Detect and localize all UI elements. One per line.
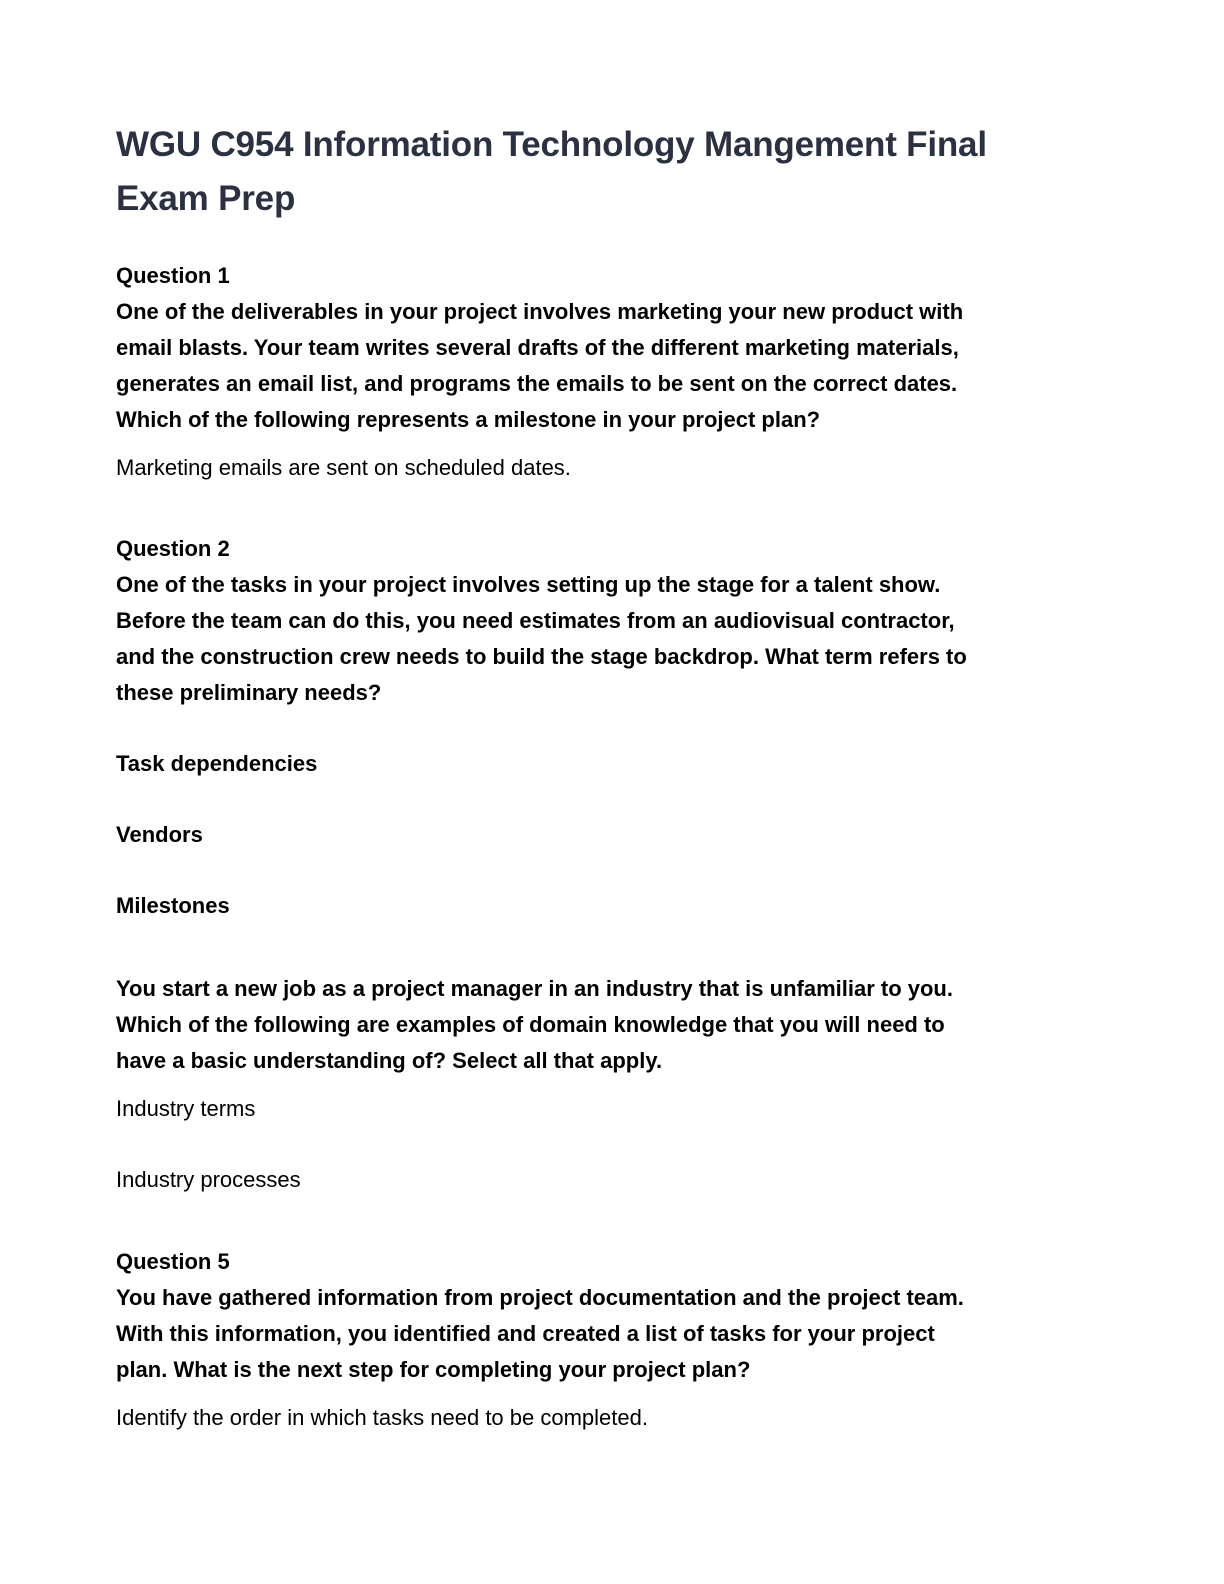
answer-text: Identify the order in which tasks need to be completed. [116, 1405, 648, 1430]
answer-text: Marketing emails are sent on scheduled dates. [116, 455, 571, 480]
question-text-line: One of the tasks in your project involves setting up the stage for a talent show. [116, 572, 941, 597]
question-text-line: have a basic understanding of? Select all that apply. [116, 1048, 663, 1073]
question-text-line: Before the team can do this, you need estimates from an audiovisual contractor, [116, 608, 955, 633]
question-5-block [116, 1244, 1056, 1436]
question-2-block [116, 531, 1056, 924]
question-text-line: email blasts. Your team writes several drafts of the different marketing materials, [116, 335, 959, 360]
question-label: Question 1 [116, 263, 230, 288]
answer-text: Industry processes [116, 1167, 301, 1192]
answer-option: Task dependencies [116, 751, 318, 776]
question-text-line: Which of the following are examples of domain knowledge that you will need to [116, 1012, 945, 1037]
question-text-line: plan. What is the next step for completing your project plan? [116, 1357, 751, 1382]
question-text-line: these preliminary needs? [116, 680, 382, 705]
question-3-block [116, 971, 1056, 1198]
answer-text: Industry terms [116, 1096, 256, 1121]
question-1-block [116, 258, 1056, 486]
question-label: Question 2 [116, 536, 230, 561]
question-text-line: and the construction crew needs to build the stage backdrop. What term refers to [116, 644, 967, 669]
question-text-line: One of the deliverables in your project involves marketing your new product with [116, 299, 964, 324]
question-text-line: You have gathered information from project documentation and the project team. [116, 1285, 964, 1310]
question-text-line: generates an email list, and programs the emails to be sent on the correct dates. [116, 371, 958, 396]
question-text-line: You start a new job as a project manager in an industry that is unfamiliar to you. [116, 976, 953, 1001]
question-text-line: With this information, you identified and created a list of tasks for your project [116, 1321, 935, 1346]
document-body [116, 118, 1056, 226]
question-text-line: Which of the following represents a milestone in your project plan? [116, 407, 821, 432]
document-title: WGU C954 Information Technology Mangement Final Exam Prep [116, 125, 987, 218]
question-label: Question 5 [116, 1249, 230, 1274]
answer-option: Milestones [116, 893, 230, 918]
answer-option: Vendors [116, 822, 203, 847]
